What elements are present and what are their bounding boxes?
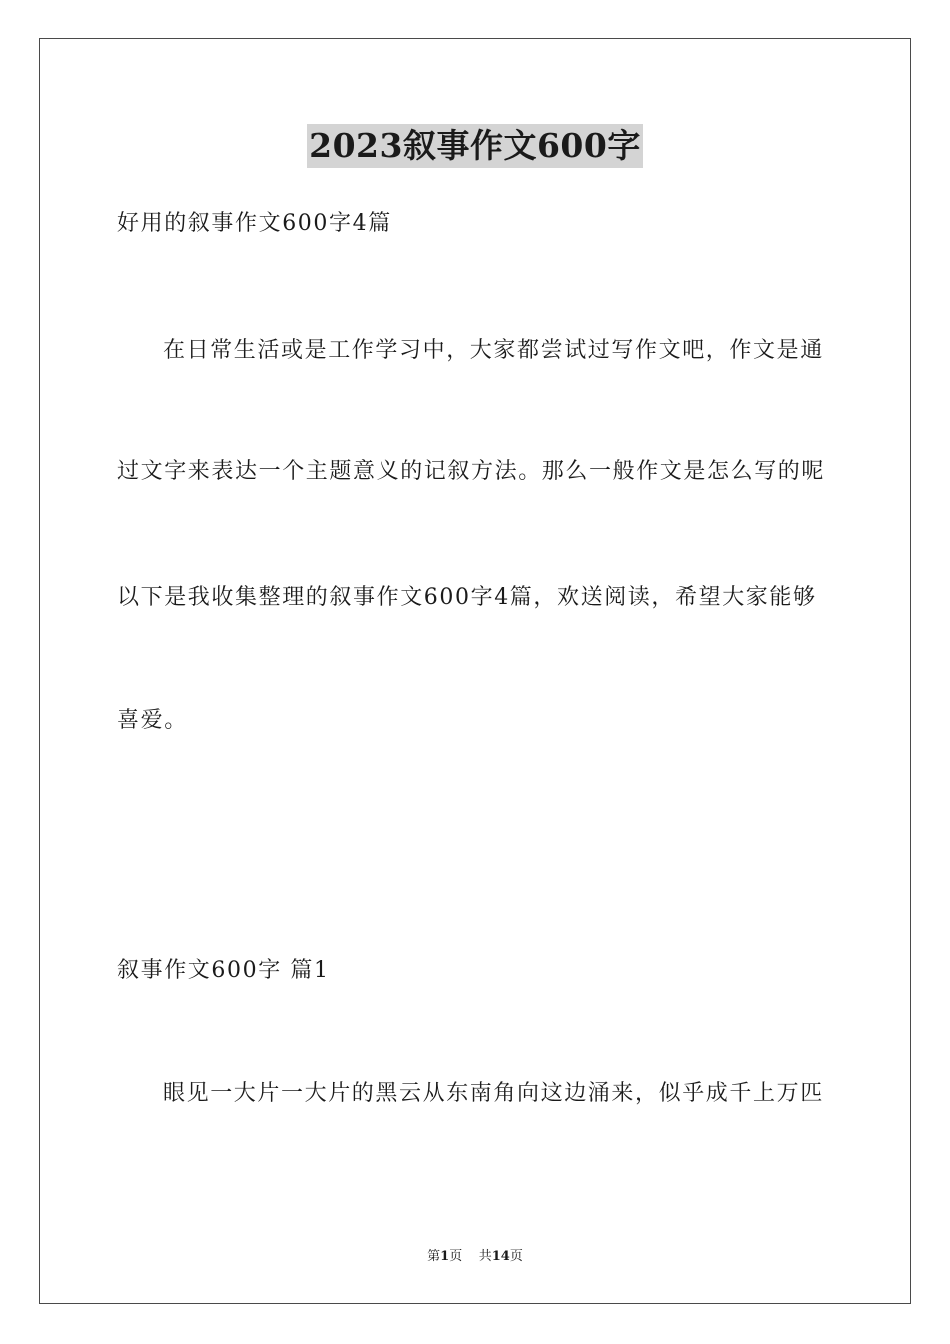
document-title: 2023叙事作文600字 — [307, 124, 643, 168]
document-subtitle: 好用的叙事作文600字4篇 — [117, 211, 392, 236]
footer-page-number: 1 — [440, 1249, 450, 1264]
footer-total-suffix: 页 — [509, 1249, 523, 1264]
footer-page-suffix: 页 — [449, 1249, 463, 1264]
intro-line-1: 在日常生活或是工作学习中，大家都尝试过写作文吧，作文是通 — [163, 338, 824, 363]
section-first-line: 眼见一大片一大片的黑云从东南角向这边涌来，似乎成千上万匹 — [163, 1081, 824, 1106]
intro-line-4: 喜爱。 — [117, 708, 188, 733]
footer-total-pages: 14 — [491, 1249, 510, 1264]
footer-page-prefix: 第 — [427, 1249, 441, 1264]
page-footer — [0, 1248, 950, 1266]
section-heading: 叙事作文600字 篇1 — [117, 958, 330, 983]
intro-line-3: 以下是我收集整理的叙事作文600字4篇，欢送阅读，希望大家能够 — [117, 585, 817, 610]
intro-line-2: 过文字来表达一个主题意义的记叙方法。那么一般作文是怎么写的呢 — [117, 459, 826, 484]
footer-total-prefix: 共 — [478, 1249, 492, 1264]
title-container — [0, 124, 950, 168]
